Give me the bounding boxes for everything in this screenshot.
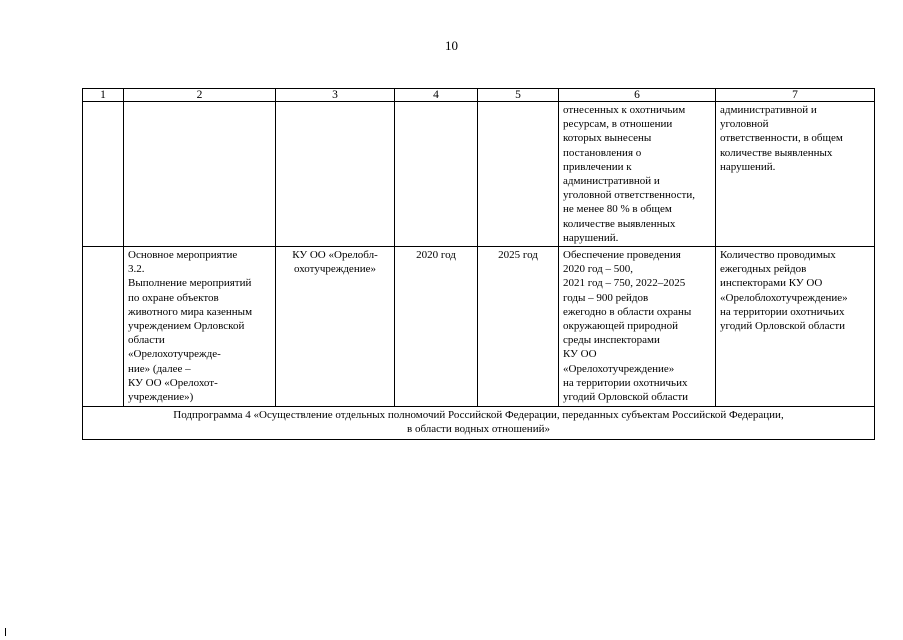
result-continuation-cell: административной и уголовной ответственности, в общем количестве выявленных нарушений.: [716, 102, 875, 247]
program-table: [82, 88, 875, 440]
table-cell: [83, 102, 124, 247]
end-year-cell: 2025 год: [478, 247, 559, 407]
table-cell: [276, 102, 395, 247]
result-cell: Количество проводимых ежегодных рейдов инспекторами КУ ОО «Орелоблохотучреждение» на территории охотничьих угодий Орловской области: [716, 247, 875, 407]
header-cell-5: 5: [478, 89, 559, 102]
start-year-cell: 2020 год: [395, 247, 478, 407]
indicator-continuation-cell: отнесенных к охотничьим ресурсам, в отношении которых вынесены постановления о привлечении к административной и уголовной ответственности, не менее 80 % в общем количестве выявленных нарушений.: [559, 102, 716, 247]
indicator-cell: Обеспечение проведения 2020 год – 500, 2021 год – 750, 2022–2025 годы – 900 рейдов ежегодно в области охраны окружающей природной среды инспекторами КУ ОО «Орелохотучреждение» на территории охотничьих угодий Орловской области: [559, 247, 716, 407]
activity-cell: Основное мероприятие 3.2. Выполнение мероприятий по охране объектов животного мира казенным учреждением Орловской области «Орелохотучрежде- ние» (далее – КУ ОО «Орелохот- учреждение»): [124, 247, 276, 407]
header-cell-7: 7: [716, 89, 875, 102]
header-cell-6: 6: [559, 89, 716, 102]
header-cell-2: 2: [124, 89, 276, 102]
subprogram-row: [83, 407, 875, 440]
header-cell-4: 4: [395, 89, 478, 102]
executor-cell: КУ ОО «Орелобл- охотучреждение»: [276, 247, 395, 407]
table-row: [83, 102, 875, 247]
table-cell: [124, 102, 276, 247]
scan-mark: [5, 628, 6, 636]
table-cell: [83, 247, 124, 407]
header-cell-3: 3: [276, 89, 395, 102]
table-cell: [395, 102, 478, 247]
table-row: [83, 247, 875, 407]
table-cell: [478, 102, 559, 247]
header-cell-1: 1: [83, 89, 124, 102]
subprogram-title: Подпрограмма 4 «Осуществление отдельных полномочий Российской Федерации, переданных субъектам Российской Федерации, в области водных отношений»: [83, 407, 875, 440]
header-row: [83, 89, 875, 102]
page-number: 10: [445, 38, 458, 53]
